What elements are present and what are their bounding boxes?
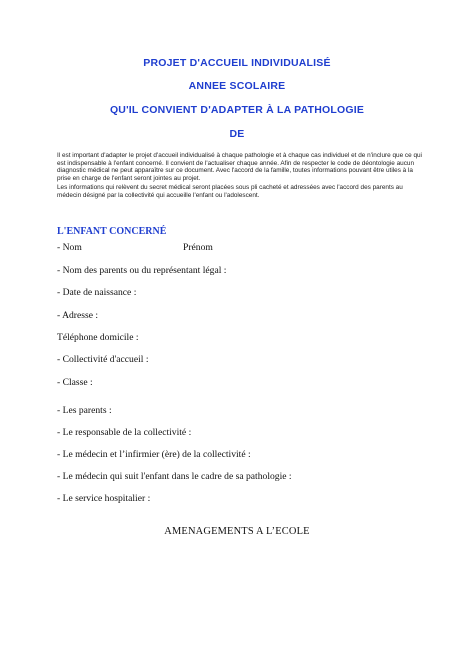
field-collectivity-doctor-nurse: - Le médecin et l’infirmier (ère) de la collectivité : bbox=[57, 449, 251, 460]
field-birth-date: - Date de naissance : bbox=[57, 287, 137, 298]
field-parents: - Les parents : bbox=[57, 405, 112, 416]
pathology-title: QU'IL CONVIENT D'ADAPTER À LA PATHOLOGIE bbox=[109, 104, 365, 116]
field-nom: - Nom bbox=[57, 242, 82, 253]
field-hospital-service: - Le service hospitalier : bbox=[57, 493, 151, 504]
intro-paragraph-1: Il est important d'adapter le projet d'accueil individualisé à chaque pathologie et à chaque cas individuel et de n'inclure que ce qui est indispensable à l'enfant concerné. Il convient de l'actualiser chaque année. Afin de respecter le code de déontologie aucun diagnostic médical ne peut apparaître sur ce document. Avec l'accord de la famille, toutes informations pouvant être utiles à la prise en charge de l'enfant seront jointes au projet. bbox=[57, 152, 422, 182]
field-address: - Adresse : bbox=[57, 310, 99, 321]
field-parents-names: - Nom des parents ou du représentant légal : bbox=[57, 265, 227, 276]
school-year-title: ANNEE SCOLAIRE bbox=[188, 80, 286, 92]
intro-paragraph-2: Les informations qui relèvent du secret médical seront placées sous pli cacheté et adressées avec l'accord des parents au médecin désigné par la collectivité qui accueille l'enfant ou l'adolescent. bbox=[57, 184, 403, 199]
field-treating-doctor: - Le médecin qui suit l'enfant dans le cadre de sa pathologie : bbox=[57, 471, 292, 482]
field-collectivity: - Collectivité d'accueil : bbox=[57, 354, 149, 365]
de-title: DE bbox=[229, 128, 245, 140]
section-title-enfant: L'ENFANT CONCERNÉ bbox=[57, 226, 167, 237]
field-home-phone: Téléphone domicile : bbox=[57, 332, 139, 343]
amenagements-title: AMENAGEMENTS A L’ECOLE bbox=[164, 526, 310, 537]
field-collectivity-manager: - Le responsable de la collectivité : bbox=[57, 427, 192, 438]
field-class: - Classe : bbox=[57, 377, 93, 388]
field-prenom: Prénom bbox=[183, 242, 213, 253]
doc-title: PROJET D'ACCUEIL INDIVIDUALISÉ bbox=[143, 57, 331, 69]
